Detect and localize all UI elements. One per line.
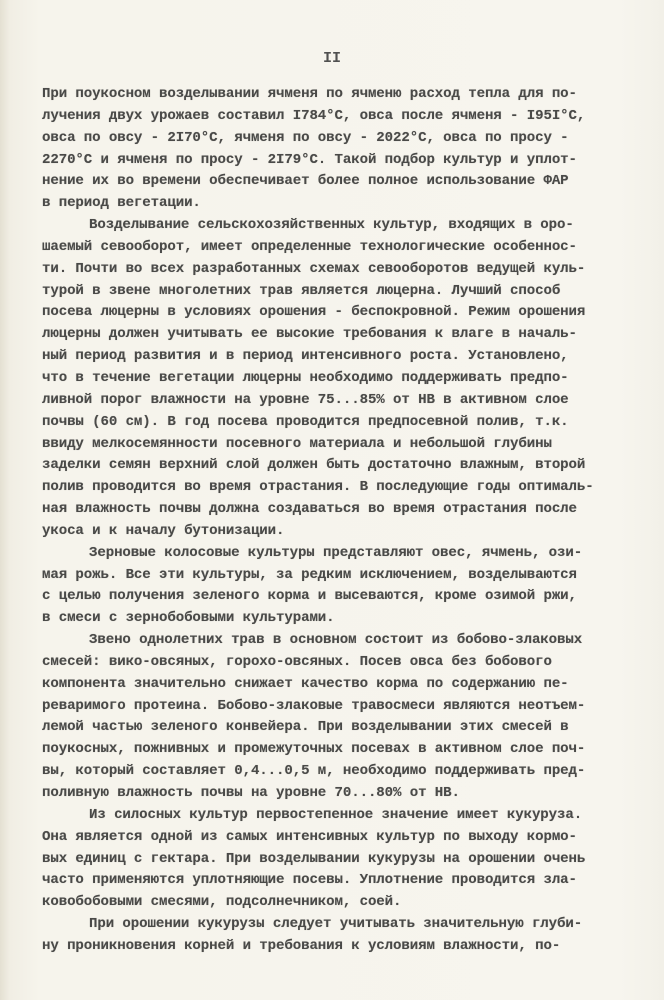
text-line: в смеси с зернобобовыми культурами.	[42, 610, 335, 627]
paragraph	[42, 805, 632, 914]
text-line: поукосных, пожнивных и промежуточных посевах в активном слое поч-	[42, 741, 586, 758]
document-body	[42, 84, 632, 958]
text-line: почвы (60 см). В год посева проводится предпосевной полив, т.к.	[42, 413, 569, 430]
text-line: лучения двух урожаев составил I784°С, овса после ячменя - I95I°С,	[42, 107, 586, 124]
paragraph	[42, 630, 632, 805]
text-line: турой в звене многолетних трав является люцерна. Лучший способ	[42, 282, 561, 299]
text-line: заделки семян верхний слой должен быть достаточно влажным, второй	[42, 457, 586, 474]
text-line: овса по овсу - 2I70°С, ячменя по овсу - 2022°С, овса по просу -	[42, 129, 569, 146]
text-line: 2270°С и ячменя по просу - 2I79°С. Такой подбор культур и уплот-	[42, 151, 577, 168]
text-line: ная влажность почвы должна создаваться во время отрастания после	[42, 501, 577, 518]
text-line: При поукосном возделывании ячменя по ячменю расход тепла для по-	[42, 86, 577, 102]
text-line: Звено однолетних трав в основном состоит из бобово-злаковых	[89, 632, 583, 649]
paragraph	[42, 215, 632, 543]
paragraph	[42, 84, 632, 215]
text-line: реваримого протеина. Бобово-злаковые травосмеси являются неотъем-	[42, 697, 586, 714]
text-line: смесей: вико-овсяных, горохо-овсяных. Посев овса без бобового	[42, 653, 552, 670]
text-line: ти. Почти во всех разработанных схемах севооборотов ведущей куль-	[42, 260, 586, 277]
text-line: полив проводится во время отрастания. В последующие годы оптималь-	[42, 479, 594, 496]
text-line: посева люцерны в условиях орошения - беспокровной. Режим орошения	[42, 304, 586, 321]
text-line: вых единиц с гектара. При возделывании кукурузы на орошении очень	[42, 850, 586, 867]
text-line: шаемый севооборот, имеет определенные технологические особеннос-	[42, 238, 577, 255]
text-line: компонента значительно снижает качество корма по содержанию пе-	[42, 675, 569, 692]
text-line: в период вегетации.	[42, 195, 201, 212]
text-line: лемой частью зеленого конвейера. При возделывании этих смесей в	[42, 719, 569, 736]
page-number: II	[322, 50, 341, 67]
paragraph	[42, 543, 632, 630]
text-line: ввиду мелкосемянности посевного материала и небольшой глубины	[42, 435, 552, 452]
text-line: нение их во времени обеспечивает более полное использование ФАР	[42, 173, 569, 190]
text-line: ковобобовыми смесями, подсолнечником, соей.	[42, 894, 402, 911]
text-line: Зерновые колосовые культуры представляют овес, ячмень, ози-	[89, 544, 583, 561]
text-line: мая рожь. Все эти культуры, за редким исключением, возделываются	[42, 566, 577, 583]
text-line: люцерны должен учитывать ее высокие требования к влаге в началь-	[42, 326, 577, 343]
text-line: что в течение вегетации люцерны необходимо поддерживать предпо-	[42, 369, 569, 386]
text-line: ливной порог влажности на уровне 75...85% от НВ в активном слое	[42, 391, 569, 408]
text-line: ный период развития и в период интенсивного роста. Установлено,	[42, 348, 569, 365]
text-line: часто применяются уплотняющие посевы. Уплотнение проводится зла-	[42, 872, 577, 889]
text-line: Возделывание сельскохозяйственных культур, входящих в оро-	[89, 217, 574, 234]
text-line: Она является одной из самых интенсивных культур по выходу кормо-	[42, 828, 577, 845]
paragraph	[42, 914, 632, 958]
text-line: укоса и к началу бутонизации.	[42, 522, 285, 539]
text-line: поливную влажность почвы на уровне 70...80% от НВ.	[42, 785, 460, 801]
text-line: вы, который составляет 0,4...0,5 м, необходимо поддерживать пред-	[42, 763, 586, 780]
text-line: Из силосных культур первостепенное значение имеет кукуруза.	[89, 806, 583, 823]
text-line: При орошении кукурузы следует учитывать значительную глуби-	[89, 916, 583, 933]
text-line: ну проникновения корней и требования к условиям влажности, по-	[42, 937, 561, 954]
text-line: с целью получения зеленого корма и высеваются, кроме озимой ржи,	[42, 588, 577, 605]
